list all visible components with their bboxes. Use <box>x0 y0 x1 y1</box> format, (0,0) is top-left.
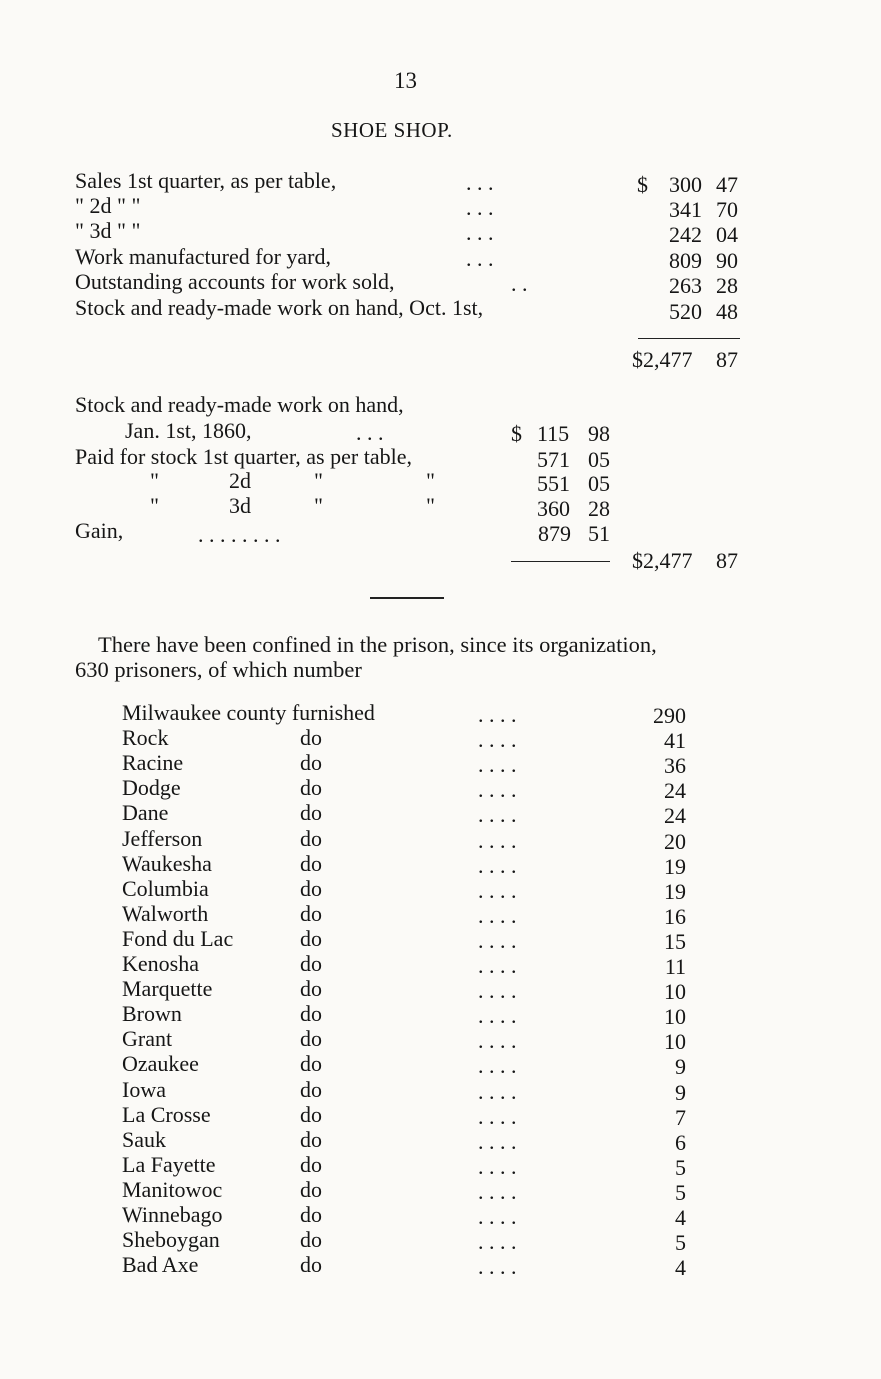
leader-dots: . . . . <box>478 1254 517 1280</box>
leader-dots: . . . <box>466 170 494 195</box>
expense-row-label: Stock and ready-made work on hand, <box>75 392 404 417</box>
expense-amount: 571 <box>537 447 570 472</box>
expense-cents: 05 <box>588 471 610 496</box>
county-count: 15 <box>664 928 686 954</box>
page-number: 13 <box>394 68 417 93</box>
ditto-do: do <box>300 1051 322 1077</box>
income-total-rule <box>638 338 740 339</box>
income-row-label: Sales 1st quarter, as per table, <box>75 168 337 193</box>
expense-subtotal-rule <box>511 561 610 562</box>
county-name: Bad Axe <box>122 1252 199 1278</box>
county-name: Jefferson <box>122 825 203 851</box>
ditto-do: do <box>300 900 322 926</box>
expense-amount: 115 <box>537 421 570 446</box>
leader-dots: . . . . <box>478 702 517 727</box>
leader-dots: . . . <box>466 195 494 220</box>
ditto-do: do <box>300 1026 322 1052</box>
ditto-do: do <box>300 1126 322 1152</box>
expense-cents: 28 <box>588 496 610 521</box>
ditto-do: do <box>300 800 322 826</box>
income-cents: 28 <box>716 273 738 298</box>
expense-total-cents: 87 <box>716 548 738 573</box>
income-cents: 48 <box>716 299 738 324</box>
leader-dots: . . . . <box>478 927 517 953</box>
county-name: Marquette <box>122 976 213 1002</box>
leader-dots: . . . . <box>478 727 517 753</box>
ditto-do: do <box>300 1001 322 1027</box>
expense-row-label: 3d <box>229 493 251 518</box>
ditto-mark: " <box>150 493 159 518</box>
county-name: Iowa <box>122 1076 166 1102</box>
paragraph-line: 630 prisoners, of which number <box>75 657 362 682</box>
leader-dots: . . . . <box>478 902 517 928</box>
leader-dots: . . . . <box>478 877 517 903</box>
leader-dots: . . . . <box>478 827 517 853</box>
income-cents: 04 <box>716 222 738 247</box>
ditto-do: do <box>300 1227 322 1253</box>
expense-total: $2,477 <box>632 548 693 573</box>
leader-dots: . . . . <box>478 852 517 878</box>
county-count: 9 <box>675 1054 686 1080</box>
ditto-do: do <box>300 1252 322 1278</box>
leader-dots: . . . . <box>478 1178 517 1204</box>
county-count: 11 <box>664 954 686 979</box>
leader-dots: . . . <box>466 246 494 271</box>
leader-dots: . . . . <box>478 1103 517 1129</box>
income-cents: 70 <box>716 197 738 222</box>
county-count: 36 <box>664 753 686 779</box>
ditto-do: do <box>300 1101 322 1127</box>
ditto-mark: " <box>314 493 323 518</box>
income-total: $2,477 <box>632 347 693 372</box>
ditto-do: do <box>300 976 322 1002</box>
leader-dots: . . <box>511 271 528 296</box>
county-name: Waukesha <box>122 850 212 876</box>
income-row-label: Outstanding accounts for work sold, <box>75 269 395 294</box>
ditto-do: do <box>300 1202 322 1227</box>
county-count: 4 <box>675 1255 686 1281</box>
income-total-cents: 87 <box>716 347 738 372</box>
income-row-label: " 2d " " <box>75 193 141 218</box>
leader-dots: . . . . <box>478 953 517 978</box>
county-count: 10 <box>664 979 686 1005</box>
expense-row-label: Jan. 1st, 1860, <box>125 418 252 443</box>
county-count: 5 <box>675 1230 686 1256</box>
ditto-do: do <box>300 1176 322 1202</box>
county-name: Walworth <box>122 900 209 926</box>
ditto-mark: " <box>314 468 323 493</box>
leader-dots: . . . . <box>478 1204 517 1229</box>
ditto-do: do <box>300 850 322 876</box>
county-name: Manitowoc <box>122 1176 223 1202</box>
ditto-do: do <box>300 951 322 976</box>
county-name: Ozaukee <box>122 1051 199 1077</box>
county-count: 41 <box>664 728 686 754</box>
county-name: Sauk <box>122 1126 166 1152</box>
county-count: 4 <box>675 1205 686 1230</box>
income-amount: 809 <box>669 248 702 273</box>
leader-dots: . . . . <box>478 978 517 1004</box>
county-name: La Crosse <box>122 1101 211 1127</box>
county-count: 19 <box>664 878 686 904</box>
leader-dots: . . . . <box>478 1028 517 1054</box>
income-amount: 263 <box>669 273 702 298</box>
leader-dots: . . . <box>466 220 494 245</box>
paragraph-line: There have been confined in the prison, since its organization, <box>98 632 657 657</box>
leader-dots: . . . . <box>478 1153 517 1179</box>
expense-row-label: 2d <box>229 468 251 493</box>
ditto-do: do <box>300 925 322 951</box>
leader-dots: . . . . <box>478 1229 517 1255</box>
county-name: Sheboygan <box>122 1227 220 1253</box>
county-count: 9 <box>675 1079 686 1105</box>
county-name: La Fayette <box>122 1151 216 1177</box>
income-cents: 47 <box>716 172 738 197</box>
ditto-do: do <box>300 1076 322 1102</box>
income-amount: 300 <box>669 172 702 197</box>
income-amount: 520 <box>669 299 702 324</box>
county-name: Rock <box>122 725 169 751</box>
leader-dots: . . . . <box>478 752 517 778</box>
county-count: 24 <box>664 778 686 804</box>
expense-cents: 98 <box>588 421 610 446</box>
page-title: SHOE SHOP. <box>331 118 453 142</box>
county-count: 10 <box>664 1029 686 1055</box>
county-count: 10 <box>664 1004 686 1030</box>
leader-dots: . . . . <box>478 1053 517 1079</box>
county-count: 5 <box>675 1154 686 1180</box>
leader-dots: . . . . <box>478 802 517 828</box>
county-name: Fond du Lac <box>122 925 234 951</box>
leader-dots: . . . <box>356 420 384 445</box>
income-row-label: Work manufactured for yard, <box>75 244 332 269</box>
county-count: 290 <box>653 703 686 728</box>
expense-amount: 360 <box>537 496 570 521</box>
ditto-do: do <box>300 725 322 751</box>
ditto-mark: " <box>426 493 435 518</box>
leader-dots: . . . . . . . . <box>198 522 281 547</box>
ditto-do: do <box>300 825 322 851</box>
county-count: 19 <box>664 853 686 879</box>
ditto-do: do <box>300 875 322 901</box>
gain-amount: 879 <box>538 521 571 546</box>
county-name: Racine <box>122 750 184 776</box>
ditto-mark: " <box>150 468 159 493</box>
ditto-do: do <box>300 1151 322 1177</box>
leader-dots: . . . . <box>478 1078 517 1104</box>
county-count: 5 <box>675 1179 686 1205</box>
county-name: Dane <box>122 800 169 826</box>
ditto-do: do <box>300 775 322 801</box>
county-count: 16 <box>664 903 686 929</box>
dollar-sign: $ <box>637 172 648 197</box>
ditto-do: do <box>300 750 322 776</box>
income-row-label: " 3d " " <box>75 218 141 243</box>
expense-amount: 551 <box>537 471 570 496</box>
expense-row-label: Paid for stock 1st quarter, as per table, <box>75 444 412 469</box>
gain-cents: 51 <box>588 521 610 546</box>
leader-dots: . . . . <box>478 1128 517 1154</box>
dollar-sign: $ <box>511 421 522 446</box>
county-name: Grant <box>122 1026 173 1052</box>
gain-label: Gain, <box>75 518 124 543</box>
county-count: 24 <box>664 803 686 829</box>
county-count: 20 <box>664 828 686 854</box>
county-name: Columbia <box>122 875 209 901</box>
income-amount: 242 <box>669 222 702 247</box>
income-cents: 90 <box>716 248 738 273</box>
county-name: Dodge <box>122 775 181 801</box>
county-count: 6 <box>675 1129 686 1155</box>
county-name: Milwaukee county furnished <box>122 700 375 725</box>
ditto-mark: " <box>426 468 435 493</box>
county-count: 7 <box>675 1104 686 1130</box>
expense-cents: 05 <box>588 447 610 472</box>
county-name: Kenosha <box>122 951 199 976</box>
section-divider <box>370 597 444 599</box>
income-amount: 341 <box>669 197 702 222</box>
income-row-label: Stock and ready-made work on hand, Oct. 1st, <box>75 295 484 320</box>
leader-dots: . . . . <box>478 1003 517 1029</box>
leader-dots: . . . . <box>478 777 517 803</box>
county-name: Brown <box>122 1001 182 1027</box>
county-name: Winnebago <box>122 1202 223 1227</box>
